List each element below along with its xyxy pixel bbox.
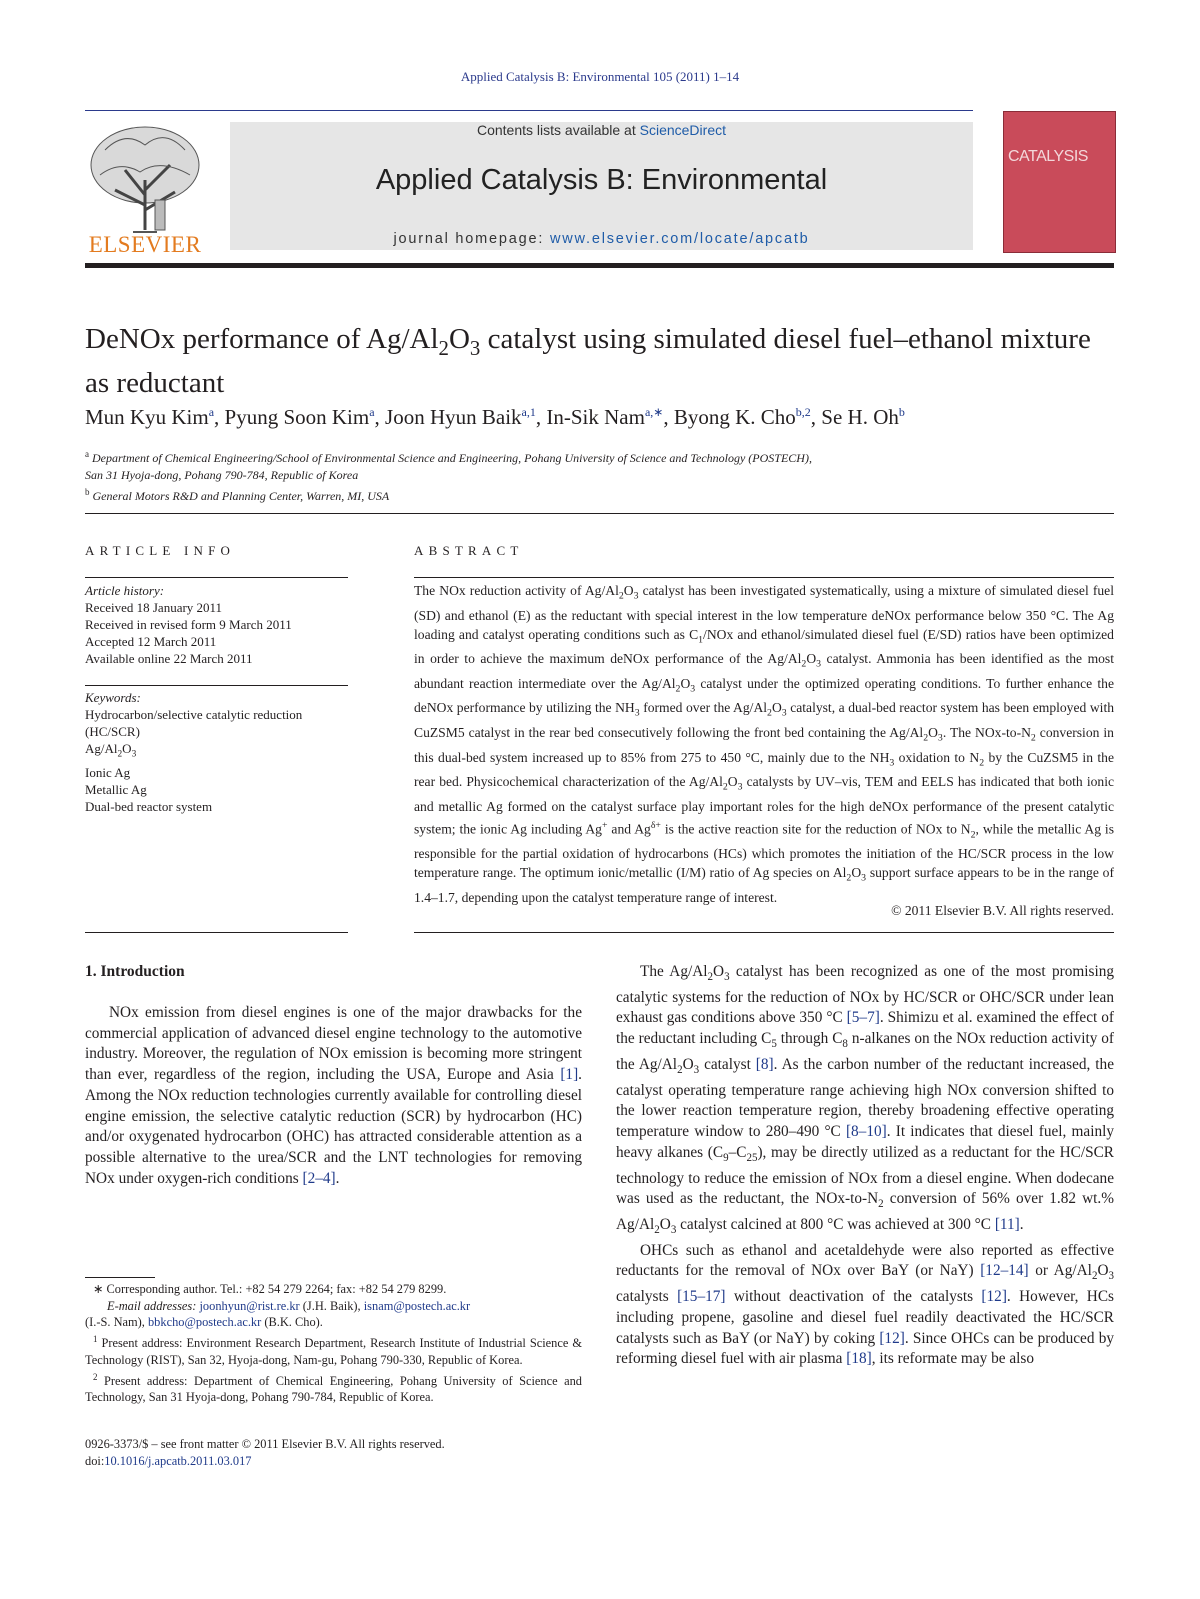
citation-link[interactable]: [1] bbox=[560, 1066, 579, 1084]
author-name[interactable]: Joon Hyun Baik bbox=[385, 405, 522, 429]
citation-link[interactable]: [18] bbox=[846, 1350, 872, 1368]
email-link[interactable]: joonhyun@rist.re.kr bbox=[199, 1298, 300, 1313]
paragraph: OHCs such as ethanol and acetaldehyde were also reported as effective reductants for the removal of NOx over BaY (or NaY) [12–14] or $Ag/Al_2O_3$ catalysts [15–17] without deactivation of the catalysts [12]. However, HCs including propene, gasoline and diesel fuel readily deactivated the HC/SCR catalysts such as BaY (or NaY) by coking [12]. Since OHCs can be produced by reforming diesel fuel with air plasma [18], its reformate may be also bbox=[616, 1241, 1114, 1368]
author-name[interactable]: Se H. Oh bbox=[821, 405, 899, 429]
divider bbox=[85, 577, 348, 578]
citation-link[interactable]: [12] bbox=[981, 1288, 1007, 1306]
divider bbox=[414, 577, 1114, 578]
author-name[interactable]: Byong K. Cho bbox=[673, 405, 796, 429]
doi-link[interactable]: 10.1016/j.apcatb.2011.03.017 bbox=[104, 1453, 252, 1468]
keyword: Ionic Ag bbox=[85, 764, 131, 780]
citation-link[interactable]: [2–4] bbox=[302, 1169, 336, 1187]
contents-line: Contents lists available at ScienceDirect bbox=[476, 122, 726, 138]
homepage-line: journal homepage: www.elsevier.com/locate/apcatb bbox=[393, 231, 810, 247]
header-rule bbox=[85, 110, 973, 111]
divider bbox=[85, 685, 348, 686]
front-matter: 0926-3373/$ – see front matter © 2011 Elsevier B.V. All rights reserved. doi:10.1016/j.apcatb.2011.03.017 bbox=[85, 1437, 445, 1468]
article-history: Article history: Received 18 January 2011 Received in revised form 9 March 2011 Accepted 12 March 2011 Available online 22 March 2011 bbox=[85, 583, 292, 666]
author-name[interactable]: Mun Kyu Kim bbox=[85, 405, 209, 429]
sciencedirect-link[interactable]: ScienceDirect bbox=[639, 122, 726, 138]
citation-link[interactable]: [12] bbox=[879, 1329, 905, 1347]
divider bbox=[414, 932, 1114, 933]
citation-link[interactable]: [12–14] bbox=[980, 1262, 1029, 1280]
article-info-heading: ARTICLE INFO bbox=[85, 543, 236, 558]
abstract-text: The NOx reduction activity of $Ag/Al_2O_3$ catalyst has been investigated systematically, using a mixture of simulated diesel fuel (SD) and ethanol (E) as the reductant with special interest in the low temperature deNOx performance below 350 °C. The Ag loading and catalyst operating conditions such as $C_1$/NOx and ethanol/simulated diesel fuel (E/SD) ratios have been optimized in order to achieve the maximum deNOx performance of the $Ag/Al_2O_3$ catalyst. Ammonia has been identified as the most abundant reaction intermediate over the $Ag/Al_2O_3$ catalyst under the optimized operating conditions. To further enhance the deNOx performance by utilizing the $NH_3$ formed over the $Ag/Al_2O_3$ catalyst, a dual-bed reactor system has been employed with CuZSM5 catalyst in the rear bed consecutively following the front bed containing the $Ag/Al_2O_3$. The NOx-$to-N_2$ conversion in this dual-bed system increased up to 85% from 275 to 450 °C, mainly due to the $NH_3$ oxidation to $N_2$ by the CuZSM5 in the rear bed. Physicochemical characterization of the $Ag/Al_2O_3$ catalysts by UV–vis, TEM and EELS has indicated that both ionic and metallic Ag formed on the catalyst surface play important roles for the high deNOx performance of the present catalytic system; the ionic Ag including Ag+ and $Ag^{\delta+}$ is the active reaction site for the reduction of NOx to $N_2$, while the metallic Ag is responsible for the partial oxidation of hydrocarbons (HCs) which promotes the initiation of the HC/SCR process in the low temperature range. The optimum ionic/metallic (I/M) ratio of Ag species on $Al_2O_3$ support surface appears to be in the range of 1.4–1.7, depending upon the catalyst temperature range of interest. bbox=[414, 583, 1115, 905]
paragraph: NOx emission from diesel engines is one of the major drawbacks for the commercial application of advanced diesel engine technology to the automotive industry. Moreover, the regulation of NOx emission is becoming more stringent than ever, regardless of the region, including the USA, Europe and Asia [1]. Among the NOx reduction technologies currently available for controlling diesel engine emission, the selective catalytic reduction (SCR) by hydrocarbon (HC) and/or oxygenated hydrocarbon (OHC) has attracted considerable attention as a possible alternative to the urea/SCR and the LNT technologies for removing NOx under oxygen-rich conditions [2–4]. bbox=[85, 1004, 582, 1187]
citation-link[interactable]: [8] bbox=[755, 1055, 774, 1073]
keyword: (HC/SCR) bbox=[85, 724, 140, 739]
journal-title: Applied Catalysis B: Environmental bbox=[375, 164, 828, 196]
citation-link[interactable]: [5–7] bbox=[846, 1009, 880, 1027]
author-list: Mun Kyu Kim$^a$, Pyung Soon Kim$^a$, Joon Hyun Baik$^{a,1}$, In-Sik Nam$^{a,∗}$, Byong K. Cho$^{b,2}$, Se H. Oh$^b$ bbox=[85, 405, 905, 429]
article-title: DeNOx performance of $Ag/Al_2O_3$ catalyst using simulated diesel fuel–ethanol mixture as reductant bbox=[85, 323, 1091, 399]
keywords: Keywords: Hydrocarbon/selective catalytic reduction (HC/SCR) $Ag/Al_2O_3$ Ionic Ag Metallic Ag Dual-bed reactor system bbox=[85, 689, 350, 815]
divider bbox=[85, 513, 1114, 514]
email-link[interactable]: isnam@postech.ac.kr bbox=[363, 1298, 471, 1313]
citation-link[interactable]: [11] bbox=[994, 1215, 1020, 1233]
abstract-copyright: © 2011 Elsevier B.V. All rights reserved. bbox=[891, 903, 1114, 918]
homepage-link[interactable]: www.elsevier.com/locate/apcatb bbox=[550, 231, 810, 247]
journal-reference[interactable]: Applied Catalysis B: Environmental 105 (2011) 1–14 bbox=[460, 69, 740, 84]
keyword: Hydrocarbon/selective catalytic reduction bbox=[85, 707, 303, 722]
email-link[interactable]: bbkcho@postech.ac.kr bbox=[147, 1315, 262, 1330]
author-name[interactable]: Pyung Soon Kim bbox=[224, 405, 370, 429]
body-column-left bbox=[85, 1003, 582, 1189]
abstract-heading: ABSTRACT bbox=[414, 543, 524, 558]
divider bbox=[85, 932, 348, 933]
footnote-rule bbox=[85, 1277, 155, 1278]
journal-cover-image bbox=[1003, 111, 1116, 253]
body-column-right bbox=[616, 962, 1114, 1370]
cover-title: CATALYSIS bbox=[1008, 148, 1088, 165]
keyword: $Ag/Al_2O_3$ bbox=[85, 741, 137, 760]
citation-link[interactable]: [8–10] bbox=[845, 1123, 887, 1141]
keyword: Metallic Ag bbox=[85, 781, 147, 797]
affiliations: $^a$ Department of Chemical Engineering/School of Environmental Science and Engineering, Pohang University of Science and Technology (POSTECH), San 31 Hyoja-dong, Pohang 790-784, Republic of Korea $^b$ General Motors R&D and Planning Center, Warren, MI, USA bbox=[85, 449, 812, 503]
header-thick-rule bbox=[85, 263, 1114, 268]
section-heading: 1. Introduction bbox=[85, 963, 185, 980]
paragraph: The $Ag/Al_2O_3$ catalyst has been recognized as one of the most promising catalytic systems for the reduction of NOx by HC/SCR or OHC/SCR under lean exhaust gas conditions above 350 °C [5–7]. Shimizu et al. examined the effect of the reductant including $C_5$ through $C_8$ n-alkanes on the NOx reduction activity of the $Ag/Al_2O_3$ catalyst [8]. As the carbon number of the reductant increased, the catalyst operating temperature range achieving high NOx conversion shifted to the lower reaction temperature region, thereby broadening effective operating temperature window to 280–490 °C [8–10]. It indicates that diesel fuel, mainly heavy alkanes $(C_9-C_{25})$, may be directly utilized as a reductant for the HC/SCR technology to reduce the emission of NOx from a diesel engine. When dodecane was used as the reductant, the NOx-$to-N_2$ conversion of 56% over 1.82 wt.% $Ag/Al_2O_3$ catalyst calcined at 800 °C was achieved at 300 °C [11]. bbox=[616, 963, 1114, 1237]
author-name[interactable]: In-Sik Nam bbox=[546, 405, 645, 429]
citation-link[interactable]: [15–17] bbox=[677, 1288, 726, 1306]
elsevier-wordmark: ELSEVIER bbox=[88, 232, 202, 257]
footnotes: ∗ Corresponding author. Tel.: +82 54 279 2264; fax: +82 54 279 8299. E-mail addresses: joonhyun@rist.re.kr (J.H. Baik), isnam@postech.ac.kr (I.-S. Nam), bbkcho@postech.ac.kr (B.K. Cho). $^1$ Present address: Environment Research Department, Research Institute of Industrial Science & Technology (RIST), San 32, Hyoja-dong, Nam-gu, Pohang 790-330, Republic of Korea. $^2$ Present address: Department of Chemical Engineering, Pohang University of Science and Technology, San 31 Hyoja-dong, Pohang 790-784, Republic of Korea. bbox=[85, 1282, 582, 1405]
keyword: Dual-bed reactor system bbox=[85, 798, 213, 814]
